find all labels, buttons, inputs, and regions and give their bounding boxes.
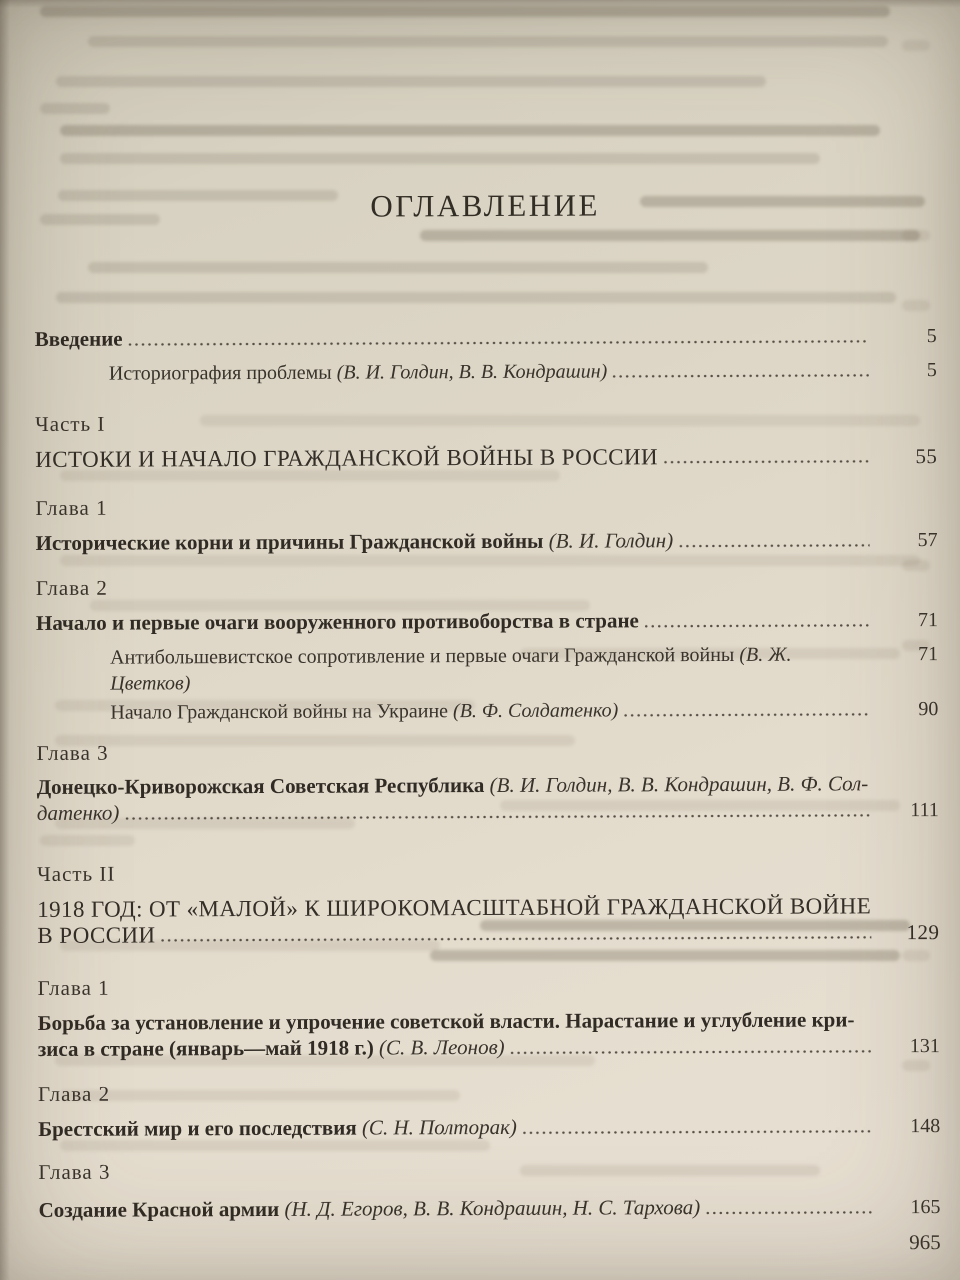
- entry-title-line1: 1918 ГОД: ОТ «МАЛОЙ» К ШИРОКОМАСШТАБНОЙ ГРАЖДАНСКОЙ ВОЙНЕ: [37, 893, 872, 922]
- dot-leader: [677, 542, 869, 549]
- entry-authors: (С. Н. Полторак): [361, 1114, 517, 1140]
- toc-entry-p1ch1: [36, 526, 938, 557]
- entry-page: 55: [915, 444, 938, 469]
- entry-title: Создание Красной армии (Н. Д. Егоров, В. В. Кондрашин, Н. С. Тархова): [38, 1195, 701, 1222]
- page-title: ОГЛАВЛЕНИЕ: [370, 187, 601, 224]
- chapter-label: Глава 2: [35, 575, 108, 600]
- chapter-label: Глава 3: [36, 740, 109, 765]
- toc-entry-p1ch2-sub2: [36, 696, 938, 726]
- toc-entry-p2ch2: [38, 1112, 940, 1143]
- entry-authors: (В. И. Голдин, В. В. Кондрашин, В. Ф. Сол-: [489, 771, 869, 797]
- entry-title-line2: зиса в стране (январь—май 1918 г.) (С. В. Леонов) 131: [37, 1034, 940, 1061]
- chapter-label: Глава 1: [35, 495, 108, 520]
- entry-title-line1: Донецко-Криворожская Советская Республика (В. И. Голдин, В. В. Кондрашин, В. Ф. Сол-: [36, 771, 869, 799]
- dot-leader: [123, 812, 870, 821]
- entry-authors-continued: датенко): [36, 800, 120, 825]
- toc-entry-p1ch2-sub1: [36, 641, 938, 697]
- dot-leader: [127, 338, 869, 347]
- entry-page: 5: [926, 325, 937, 348]
- entry-authors: (В. И. Голдин): [548, 528, 674, 553]
- entry-authors: (Н. Д. Егоров, В. В. Кондрашин, Н. С. Тархова): [284, 1195, 701, 1221]
- dot-leader: [160, 934, 872, 943]
- entry-page: 57: [917, 529, 938, 552]
- toc-entry-part2: [37, 893, 939, 949]
- entry-title-line2: В РОССИИ 129: [37, 920, 940, 948]
- entry-page: 111: [910, 799, 939, 822]
- toc-entry-historiography: [35, 357, 937, 387]
- toc-entry-part1: [35, 443, 937, 473]
- entry-title-line2: [37, 796, 939, 827]
- part2-label: Часть II: [37, 861, 116, 886]
- entry-title: Начало Гражданской войны на Украине (В. Ф. Солдатенко): [110, 699, 619, 724]
- page-number: 965: [909, 1230, 941, 1255]
- entry-title: Введение: [34, 326, 123, 351]
- part1-label: Часть I: [35, 411, 106, 436]
- entry-authors: (С. В. Леонов): [378, 1034, 505, 1060]
- dot-leader: [611, 372, 869, 379]
- entry-page: 129: [906, 920, 940, 945]
- entry-page: 131: [909, 1035, 940, 1058]
- chapter-label: Глава 3: [38, 1159, 111, 1184]
- page-edge-shadow: [0, 0, 10, 1280]
- entry-page: 71: [917, 609, 939, 632]
- entry-authors: (В. И. Голдин, В. В. Кондрашин): [336, 360, 608, 384]
- entry-page: 165: [910, 1196, 941, 1219]
- dot-leader: [704, 1209, 872, 1216]
- entry-title: Исторические корни и причины Гражданской войны (В. И. Голдин): [35, 528, 674, 555]
- entry-page: 5: [926, 359, 937, 382]
- entry-authors: (В. Ж. Цветков): [110, 643, 792, 695]
- toc-entry-p2ch1: [38, 1006, 940, 1063]
- chapter-label: Глава 1: [37, 975, 110, 1000]
- entry-title: Историография проблемы (В. И. Голдин, В. В. Кондрашин): [108, 360, 608, 385]
- entry-title: Брестский мир и его последствия (С. Н. Полторак): [38, 1114, 517, 1141]
- entry-title: Антибольшевистское сопротивление и первые очаги Гражданской войны (В. Ж. Цветков): [110, 643, 792, 695]
- entry-authors: (В. Ф. Солдатенко): [452, 699, 619, 723]
- dot-leader: [662, 458, 869, 465]
- table-of-contents: [33, 0, 940, 1259]
- toc-entry-p1ch2: [36, 606, 938, 637]
- chapter-label: Глава 2: [37, 1081, 111, 1106]
- entry-title: ИСТОКИ И НАЧАЛО ГРАЖДАНСКОЙ ВОЙНЫ В РОССИИ: [35, 444, 659, 472]
- entry-title: Начало и первые очаги вооруженного противоборства в стране: [35, 608, 639, 635]
- entry-page: 148: [910, 1115, 941, 1138]
- dot-leader: [521, 1128, 872, 1136]
- toc-entry-introduction: [35, 322, 937, 353]
- entry-page: 71: [918, 643, 939, 666]
- dot-leader: [643, 622, 870, 629]
- dot-leader: [509, 1048, 872, 1056]
- entry-page: 90: [918, 698, 939, 721]
- dot-leader: [622, 711, 870, 718]
- toc-entry-p1ch3: [37, 770, 939, 827]
- entry-title-line1: Борьба за установление и упрочение советской власти. Нарастание и углубление кри-: [37, 1007, 855, 1035]
- toc-entry-p2ch3: [38, 1193, 940, 1224]
